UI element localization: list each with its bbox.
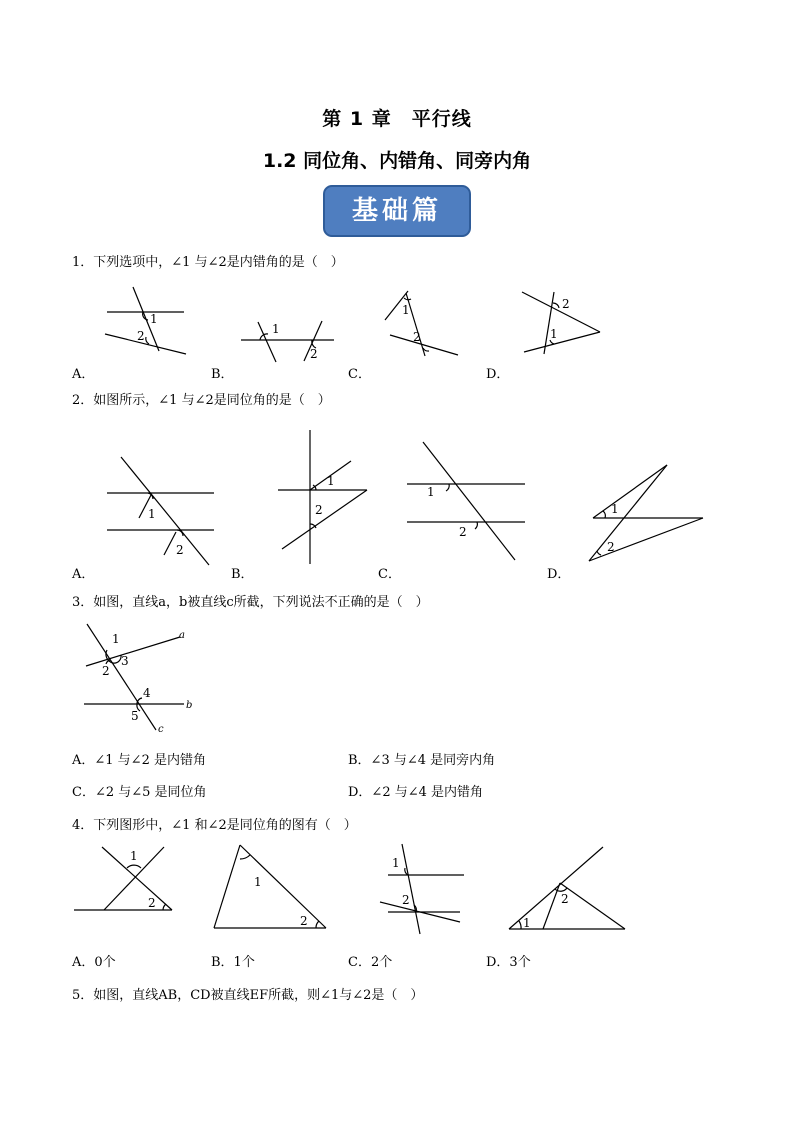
q2-figure-d (585, 463, 710, 565)
q3-option-b[interactable]: B．∠3 与∠4 是同旁内角 (348, 753, 496, 768)
q1-option-d[interactable]: D． (486, 367, 510, 382)
q4-option-d[interactable]: D．3个 (486, 955, 531, 970)
level-badge: 基础篇 (323, 185, 471, 237)
q4b-label-2: 2 (300, 914, 308, 928)
q4-figure-c (376, 842, 468, 937)
q3-label-5: 5 (131, 709, 139, 723)
q2c-label-1: 1 (427, 485, 435, 499)
q4-option-b[interactable]: B．1个 (211, 955, 255, 970)
q2-option-c[interactable]: C． (378, 567, 401, 582)
q4-figure-a (72, 845, 177, 915)
q2c-label-2: 2 (459, 525, 467, 539)
q1b-label-1: 1 (272, 322, 280, 336)
q1-figure-c (380, 288, 465, 360)
q2a-label-2: 2 (176, 543, 184, 557)
q2b-label-1: 1 (327, 474, 335, 488)
q3-label-1: 1 (112, 632, 120, 646)
q1a-label-2: 2 (137, 329, 145, 343)
q4a-label-1: 1 (130, 849, 138, 863)
q4-figure-d (505, 845, 627, 933)
q3-option-a[interactable]: A．∠1 与∠2 是内错角 (72, 753, 206, 768)
q2d-label-1: 1 (611, 502, 619, 516)
q3-label-a: a (179, 630, 185, 641)
q3-label-4: 4 (143, 686, 151, 700)
q4d-label-2: 2 (561, 892, 569, 906)
question-2-stem: 2．如图所示，∠1 与∠2是同位角的是（ ） (72, 393, 331, 408)
question-4-stem: 4．下列图形中，∠1 和∠2是同位角的图有（ ） (72, 818, 357, 833)
q4b-label-1: 1 (254, 875, 262, 889)
q3-figure (82, 622, 197, 737)
q1-figure-d (520, 290, 605, 355)
q3-label-b: b (186, 700, 193, 711)
q1d-label-1: 1 (550, 327, 558, 341)
question-1-stem: 1．下列选项中，∠1 与∠2是内错角的是（ ） (72, 255, 344, 270)
q3-label-2: 2 (102, 664, 110, 678)
q1-figure-b (238, 318, 338, 363)
q2a-label-1: 1 (148, 507, 156, 521)
q4-option-c[interactable]: C．2个 (348, 955, 393, 970)
q4d-label-1: 1 (523, 916, 531, 930)
q2-figure-b (275, 428, 375, 566)
q4c-label-1: 1 (392, 856, 400, 870)
q3-option-c[interactable]: C．∠2 与∠5 是同位角 (72, 785, 207, 800)
q3-label-c: c (158, 724, 164, 735)
q4-figure-b (212, 843, 330, 931)
q3-label-3: 3 (121, 654, 129, 668)
q2b-label-2: 2 (315, 503, 323, 517)
q1a-label-1: 1 (150, 312, 158, 326)
section-title: 1.2 同位角、内错角、同旁内角 (262, 150, 532, 172)
q1-option-b[interactable]: B． (211, 367, 234, 382)
q1-option-a[interactable]: A． (72, 367, 95, 382)
q2-option-a[interactable]: A． (72, 567, 95, 582)
q2-figure-c (405, 440, 530, 562)
question-5-stem: 5．如图，直线AB，CD被直线EF所截，则∠1与∠2是（ ） (72, 988, 424, 1003)
q2d-label-2: 2 (607, 540, 615, 554)
q1d-label-2: 2 (562, 297, 570, 311)
q2-option-d[interactable]: D． (547, 567, 571, 582)
question-3-stem: 3．如图，直线a，b被直线c所截，下列说法不正确的是（ ） (72, 595, 429, 610)
q1b-label-2: 2 (310, 347, 318, 361)
q2-option-b[interactable]: B． (231, 567, 254, 582)
chapter-title: 第 1 章 平行线 (322, 108, 472, 130)
q1c-label-1: 1 (402, 303, 410, 317)
q1c-label-2: 2 (413, 330, 421, 344)
q1-option-c[interactable]: C． (348, 367, 371, 382)
q1-figure-a (100, 285, 190, 360)
q4-option-a[interactable]: A．0个 (72, 955, 116, 970)
q4a-label-2: 2 (148, 896, 156, 910)
q3-option-d[interactable]: D．∠2 与∠4 是内错角 (348, 785, 484, 800)
q4c-label-2: 2 (402, 893, 410, 907)
q2-figure-a (104, 455, 219, 567)
